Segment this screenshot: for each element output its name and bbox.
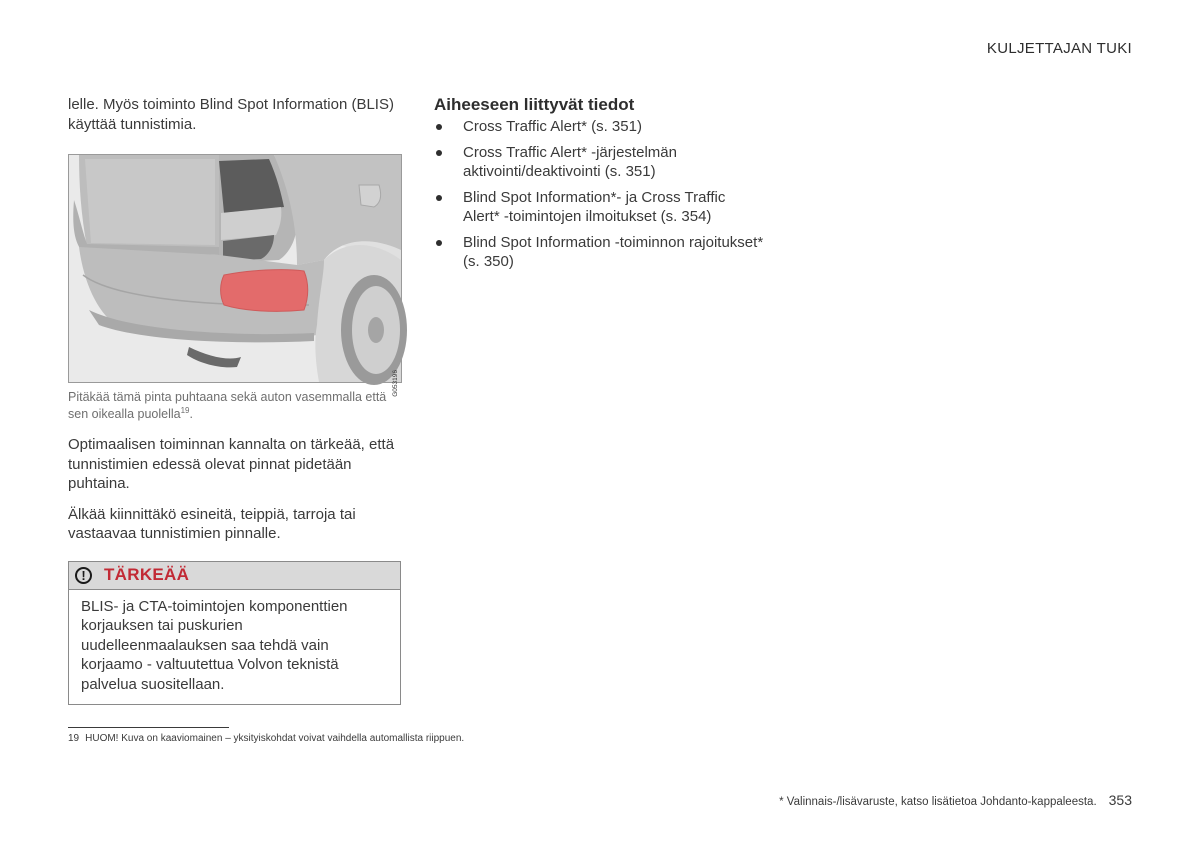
footer-note: * Valinnais-/lisävaruste, katso lisätietoa Johdanto-kappaleesta. (779, 796, 1097, 808)
related-link-4[interactable]: Blind Spot Information -toiminnon rajoitukset* (s. 350) (434, 233, 764, 272)
footnote-divider (68, 727, 229, 728)
figure-code: G053196 (392, 370, 399, 397)
left-column (68, 95, 403, 705)
related-link-1[interactable]: Cross Traffic Alert* (s. 351) (434, 117, 764, 137)
caption-text: Pitäkää tämä pinta puhtaana sekä auton vasemmalla että sen oikealla puolella (68, 390, 387, 421)
right-column (434, 95, 764, 278)
page-footer (779, 792, 1132, 808)
notice-body: BLIS- ja CTA-toimintojen komponenttien korjauksen tai puskurien uudelleenmaalauksen saa tehdä vain korjaamo - valtuutettua Volvon teknistä palvelua suositellaan. (81, 597, 348, 693)
footnote (68, 733, 464, 744)
related-link-2[interactable]: Cross Traffic Alert* -järjestelmän aktivointi/deaktivointi (s. 351) (434, 143, 764, 182)
footnote-text: HUOM! Kuva on kaaviomainen – yksityiskohdat voivat vaihdella automallista riippuen. (85, 733, 465, 744)
section-header: KULJETTAJAN TUKI (986, 40, 1132, 57)
figure-caption (68, 389, 403, 423)
footnote-number: 19 (68, 733, 80, 744)
caption-footnote-ref: 19 (180, 405, 190, 415)
caption-end: . (189, 407, 193, 421)
paragraph-1: Optimaalisen toiminnan kannalta on tärkeää, että tunnistimien edessä olevat pinnat pidetään puhtaina. (68, 436, 395, 492)
car-rear-illustration (68, 154, 402, 397)
page-number: 353 (1108, 792, 1132, 808)
related-info-list (434, 117, 764, 272)
notice-title: TÄRKEÄÄ (104, 565, 190, 584)
exclamation-icon: ! (75, 567, 92, 584)
notice-header (69, 562, 400, 590)
related-link-3[interactable]: Blind Spot Information*- ja Cross Traffic Alert* -toimintojen ilmoitukset (s. 354) (434, 188, 764, 227)
related-info-title: Aiheeseen liittyvät tiedot (434, 95, 635, 114)
important-notice (68, 561, 401, 706)
paragraph-2: Älkää kiinnittäkö esineitä, teippiä, tarroja tai vastaavaa tunnistimien pinnalle. (68, 505, 356, 542)
intro-text: lelle. Myös toiminto Blind Spot Information (BLIS) käyttää tunnistimia. (68, 96, 394, 133)
